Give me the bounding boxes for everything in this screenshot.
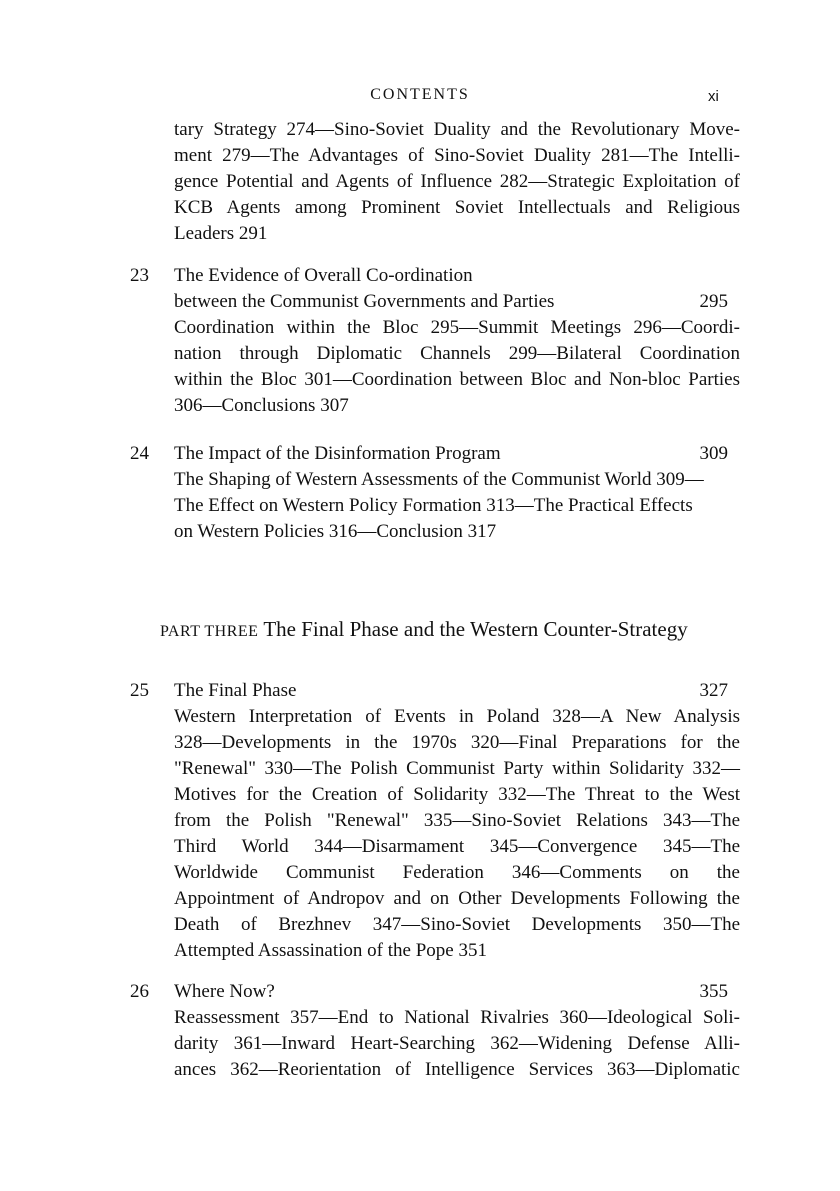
chapter-number: 25 bbox=[130, 680, 149, 701]
toc-line: Leaders 291 bbox=[174, 223, 268, 244]
toc-line: Motives for the Creation of Solidarity 332—The Threat to the West bbox=[174, 784, 740, 805]
toc-entry-chapter-25 bbox=[130, 678, 740, 964]
part-title: The Final Phase and the Western Counter-Strategy bbox=[263, 617, 688, 641]
toc-line: Reassessment 357—End to National Rivalries 360—Ideological Soli- bbox=[174, 1007, 740, 1028]
page-number: xi bbox=[708, 88, 719, 105]
chapter-title-line bbox=[130, 441, 740, 467]
toc-entry-chapter-26 bbox=[130, 979, 740, 1083]
toc-line: gence Potential and Agents of Influence 282—Strategic Exploitation of bbox=[174, 171, 740, 192]
chapter-title: The Evidence of Overall Co-ordination bbox=[174, 265, 473, 286]
toc-line: "Renewal" 330—The Polish Communist Party within Solidarity 332— bbox=[174, 758, 740, 779]
toc-line: Worldwide Communist Federation 346—Comments on the bbox=[174, 862, 740, 883]
toc-line: The Shaping of Western Assessments of the Communist World 309— bbox=[174, 469, 704, 490]
chapter-22-continuation bbox=[130, 117, 740, 247]
toc-line: Appointment of Andropov and on Other Developments Following the bbox=[174, 888, 740, 909]
toc-line: ment 279—The Advantages of Sino-Soviet Duality 281—The Intelli- bbox=[174, 145, 740, 166]
toc-line: within the Bloc 301—Coordination between Bloc and Non-bloc Parties bbox=[174, 369, 740, 390]
chapter-title-line bbox=[130, 678, 740, 704]
toc-line: on Western Policies 316—Conclusion 317 bbox=[174, 521, 497, 542]
chapter-page: 295 bbox=[699, 291, 728, 312]
running-header bbox=[0, 86, 840, 108]
toc-line: Coordination within the Bloc 295—Summit Meetings 296—Coordi- bbox=[174, 317, 740, 338]
toc-line: Western Interpretation of Events in Poland 328—A New Analysis bbox=[174, 706, 740, 727]
part-label: PART THREE bbox=[160, 623, 259, 640]
chapter-title: The Impact of the Disinformation Program bbox=[174, 443, 501, 464]
toc-line: Attempted Assassination of the Pope 351 bbox=[174, 940, 487, 961]
chapter-page: 327 bbox=[699, 680, 728, 701]
chapter-title-line bbox=[130, 979, 740, 1005]
chapter-title-line bbox=[130, 289, 740, 315]
chapter-number: 24 bbox=[130, 443, 149, 464]
chapter-title: Where Now? bbox=[174, 981, 275, 1002]
toc-line: KCB Agents among Prominent Soviet Intellectuals and Religious bbox=[174, 197, 740, 218]
chapter-page: 355 bbox=[699, 981, 728, 1002]
toc-entry-chapter-24 bbox=[130, 441, 740, 545]
running-header-title: CONTENTS bbox=[370, 86, 470, 103]
toc-line: darity 361—Inward Heart-Searching 362—Widening Defense Alli- bbox=[174, 1033, 740, 1054]
toc-line: from the Polish "Renewal" 335—Sino-Soviet Relations 343—The bbox=[174, 810, 740, 831]
toc-line: Third World 344—Disarmament 345—Convergence 345—The bbox=[174, 836, 740, 857]
part-heading bbox=[160, 617, 688, 642]
chapter-number: 23 bbox=[130, 265, 149, 286]
toc-line: nation through Diplomatic Channels 299—Bilateral Coordination bbox=[174, 343, 740, 364]
chapter-number: 26 bbox=[130, 981, 149, 1002]
chapter-title-line bbox=[130, 263, 740, 289]
chapter-title: The Final Phase bbox=[174, 680, 297, 701]
toc-line: ances 362—Reorientation of Intelligence Services 363—Diplomatic bbox=[174, 1059, 740, 1080]
toc-line: The Effect on Western Policy Formation 313—The Practical Effects bbox=[174, 495, 693, 516]
toc-entry-chapter-23 bbox=[130, 263, 740, 419]
chapter-title-continued: between the Communist Governments and Parties bbox=[174, 291, 555, 312]
toc-line: Death of Brezhnev 347—Sino-Soviet Developments 350—The bbox=[174, 914, 740, 935]
toc-line: 306—Conclusions 307 bbox=[174, 395, 349, 416]
toc-line: 328—Developments in the 1970s 320—Final Preparations for the bbox=[174, 732, 740, 753]
chapter-page: 309 bbox=[699, 443, 728, 464]
toc-line: tary Strategy 274—Sino-Soviet Duality and the Revolutionary Move- bbox=[174, 119, 740, 140]
